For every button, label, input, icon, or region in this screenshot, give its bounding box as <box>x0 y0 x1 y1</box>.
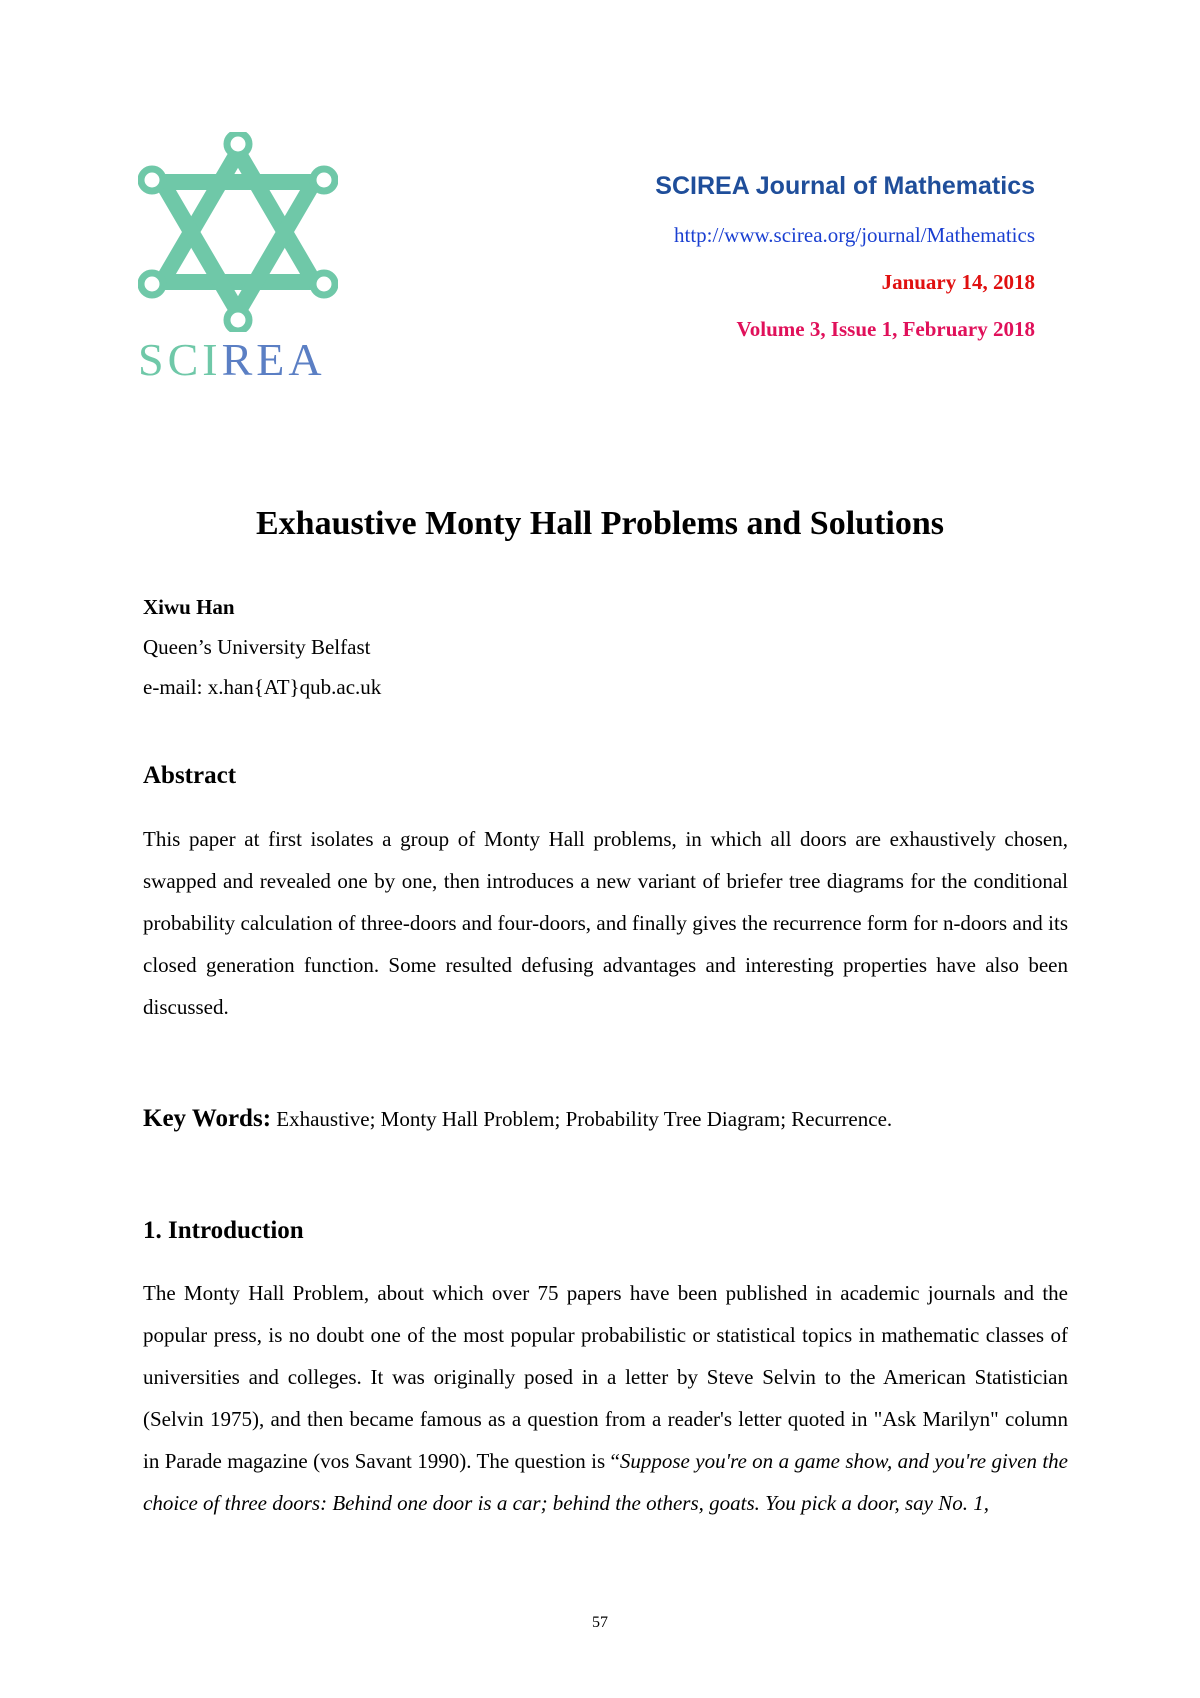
journal-volume: Volume 3, Issue 1, February 2018 <box>736 317 1035 341</box>
logo-wordmark-sci: SCI <box>138 334 222 385</box>
abstract-text: This paper at first isolates a group of Monty Hall problems, in which all doors are exhaustively chosen, swapped and revealed one by one, then introduces a new variant of briefer tree diagrams for the conditional probability calculation of three-doors and four-doors, and finally gives the recurrence form for n-doors and its closed generation function. Some resulted defusing advantages and interesting properties have also been discussed. <box>143 827 1068 1019</box>
author-name: Xiwu Han <box>143 595 235 619</box>
journal-name: SCIREA Journal of Mathematics <box>655 172 1035 200</box>
author-affiliation: Queen’s University Belfast <box>143 635 371 659</box>
introduction-text <box>143 1272 1068 1524</box>
paper-title: Exhaustive Monty Hall Problems and Solutions <box>256 505 944 542</box>
introduction-heading: 1. Introduction <box>143 1217 304 1244</box>
journal-date: January 14, 2018 <box>881 270 1035 294</box>
introduction-text-quote: Suppose you're on a game show, and you're given the choice of three doors: Behind one door is a car; behind the others, goats. You pick a door, say No. 1, <box>143 1449 1068 1515</box>
keywords-label: Key Words: <box>143 1105 272 1132</box>
page-number: 57 <box>592 1614 608 1631</box>
logo-wordmark-rea: REA <box>221 334 326 385</box>
introduction-text-plain: The Monty Hall Problem, about which over 75 papers have been published in academic journals and the popular press, is no doubt one of the most popular probabilistic or statistical topics in mathematic classes of universities and colleges. It was originally posed in a letter by Steve Selvin to the American Statistician (Selvin 1975), and then became famous as a question from a reader's letter quoted in "Ask Marilyn" column in Parade magazine (vos Savant 1990). The question is “ <box>143 1281 1068 1473</box>
star-of-david-icon <box>138 132 338 332</box>
keywords <box>143 1098 1068 1140</box>
author-block <box>143 587 1068 707</box>
journal-url-link[interactable]: http://www.scirea.org/journal/Mathematics <box>674 223 1035 247</box>
keywords-text: Exhaustive; Monty Hall Problem; Probability Tree Diagram; Recurrence. <box>271 1107 893 1131</box>
scirea-logo <box>138 132 398 402</box>
author-email: e-mail: x.han{AT}qub.ac.uk <box>143 675 382 699</box>
logo-wordmark <box>138 334 383 385</box>
abstract-heading: Abstract <box>143 762 237 789</box>
journal-info <box>655 172 1035 342</box>
